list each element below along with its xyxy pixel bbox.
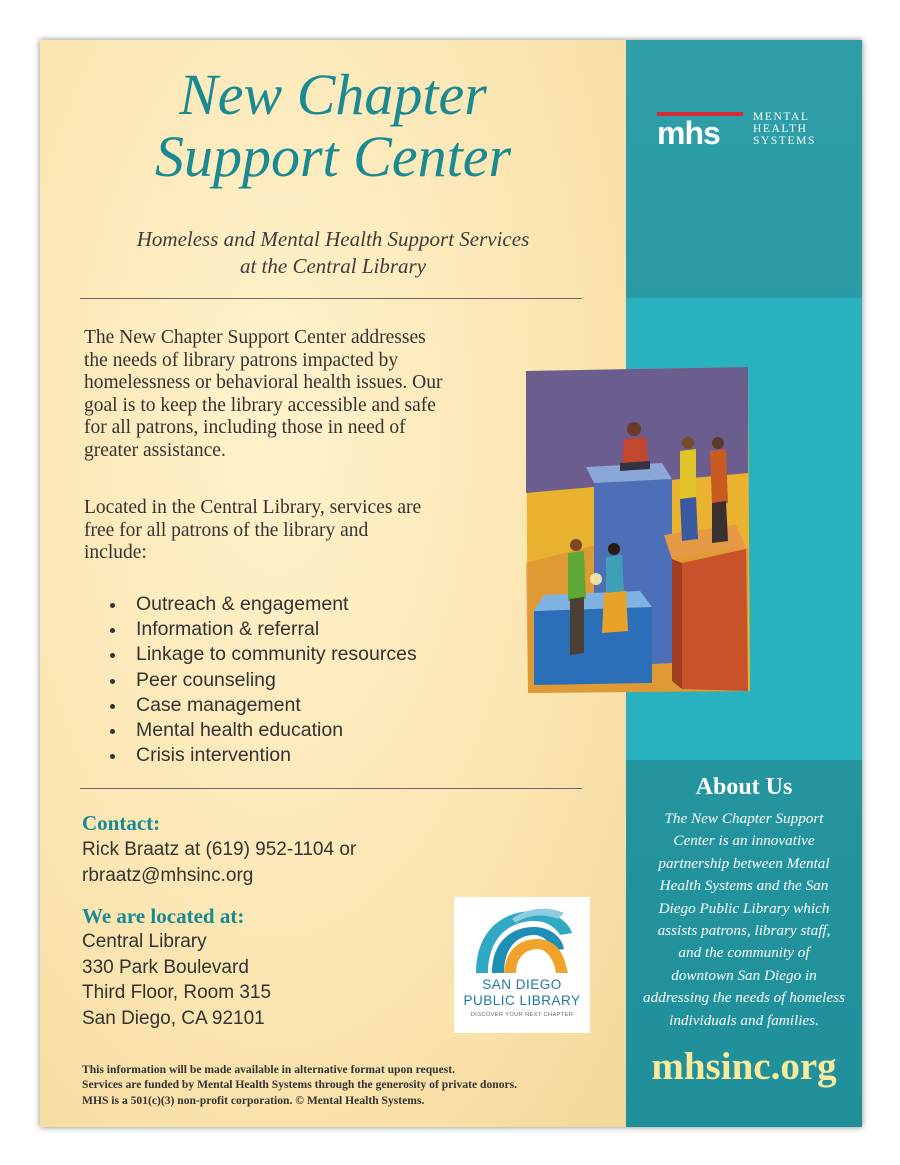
about-line: addressing the needs of homeless <box>643 989 845 1007</box>
sdpl-tagline: DISCOVER YOUR NEXT CHAPTER <box>470 1012 574 1018</box>
about-line: Health Systems and the San <box>659 877 829 895</box>
contact-email: rbraatz@mhsinc.org <box>82 864 254 886</box>
footer-note: This information will be made available in alternative format upon request. <box>82 1063 456 1076</box>
list-item: Linkage to community resources <box>108 642 417 667</box>
list-item: Outreach & engagement <box>108 592 417 617</box>
subtitle-line-1: Homeless and Mental Health Support Services <box>136 227 530 251</box>
address-line: Central Library <box>82 931 207 952</box>
intro-paragraph-2 <box>84 497 514 565</box>
flyer-content <box>40 40 862 1127</box>
website-url: mhsinc.org <box>651 1045 837 1088</box>
divider-bottom <box>80 788 582 789</box>
intro-line: homelessness or behavioral health issues. Our <box>84 372 443 393</box>
sdpl-name-line-1: SAN DIEGO <box>482 977 562 992</box>
intro-line: include: <box>84 542 147 563</box>
contact-line: Rick Braatz at (619) 952-1104 or <box>82 839 357 860</box>
about-title: About Us <box>695 774 793 800</box>
list-item: Peer counseling <box>108 668 417 693</box>
about-line: The New Chapter Support <box>664 810 824 827</box>
contact-details <box>82 837 356 888</box>
about-line: individuals and families. <box>669 1011 819 1029</box>
page-title <box>40 64 626 188</box>
title-line-2: Support Center <box>154 124 512 189</box>
contact-heading: Contact: <box>82 811 161 835</box>
divider-top <box>80 298 582 299</box>
footer-note: Services are funded by Mental Health Systems through the generosity of private donors. <box>82 1078 518 1092</box>
sdpl-logo <box>454 897 590 1033</box>
mhs-word: HEALTH <box>753 123 808 135</box>
mhs-logo <box>657 112 839 152</box>
intro-line: free for all patrons of the library and <box>84 519 369 541</box>
intro-line: for all patrons, including those in need of <box>84 417 406 438</box>
about-line: Center is an innovative <box>673 832 815 850</box>
intro-line: goal is to keep the library accessible and safe <box>84 394 436 416</box>
page-subtitle <box>40 226 626 280</box>
list-item: Mental health education <box>108 718 417 743</box>
title-line-1: New Chapter <box>179 62 487 127</box>
about-line: assists patrons, library staff, <box>657 922 831 940</box>
mhs-logo-words <box>753 111 816 147</box>
sdpl-arch-icon <box>454 897 590 977</box>
intro-paragraph-1 <box>84 327 514 462</box>
location-heading: We are located at: <box>82 904 245 928</box>
footer-notes <box>82 1062 517 1108</box>
people-on-blocks-illustration <box>522 363 752 695</box>
sdpl-name-line-2: PUBLIC LIBRARY <box>463 993 581 1008</box>
about-line: partnership between Mental <box>658 854 830 872</box>
services-list <box>108 592 417 768</box>
intro-line: greater assistance. <box>84 439 226 461</box>
location-address <box>82 929 271 1031</box>
subtitle-line-2: at the Central Library <box>239 254 427 278</box>
list-item: Crisis intervention <box>108 743 417 768</box>
about-line: downtown San Diego in <box>671 966 817 984</box>
intro-line: Located in the Central Library, services are <box>84 497 422 518</box>
address-line: Third Floor, Room 315 <box>82 982 272 1003</box>
intro-line: the needs of library patrons impacted by <box>84 349 399 371</box>
about-line: Diego Public Library which <box>658 899 830 917</box>
footer-note: MHS is a 501(c)(3) non-profit corporation. © Mental Health Systems. <box>82 1093 425 1107</box>
list-item: Information & referral <box>108 617 417 642</box>
mhs-logo-letters: mhs <box>657 115 720 151</box>
list-item: Case management <box>108 693 417 718</box>
mhs-word: MENTAL <box>753 111 810 123</box>
address-line: 330 Park Boulevard <box>82 956 249 978</box>
intro-line: The New Chapter Support Center addresses <box>84 327 426 348</box>
address-line: San Diego, CA 92101 <box>82 1007 265 1029</box>
mhs-word: SYSTEMS <box>753 135 816 147</box>
about-line: and the community of <box>678 944 810 962</box>
about-body <box>632 808 856 1032</box>
